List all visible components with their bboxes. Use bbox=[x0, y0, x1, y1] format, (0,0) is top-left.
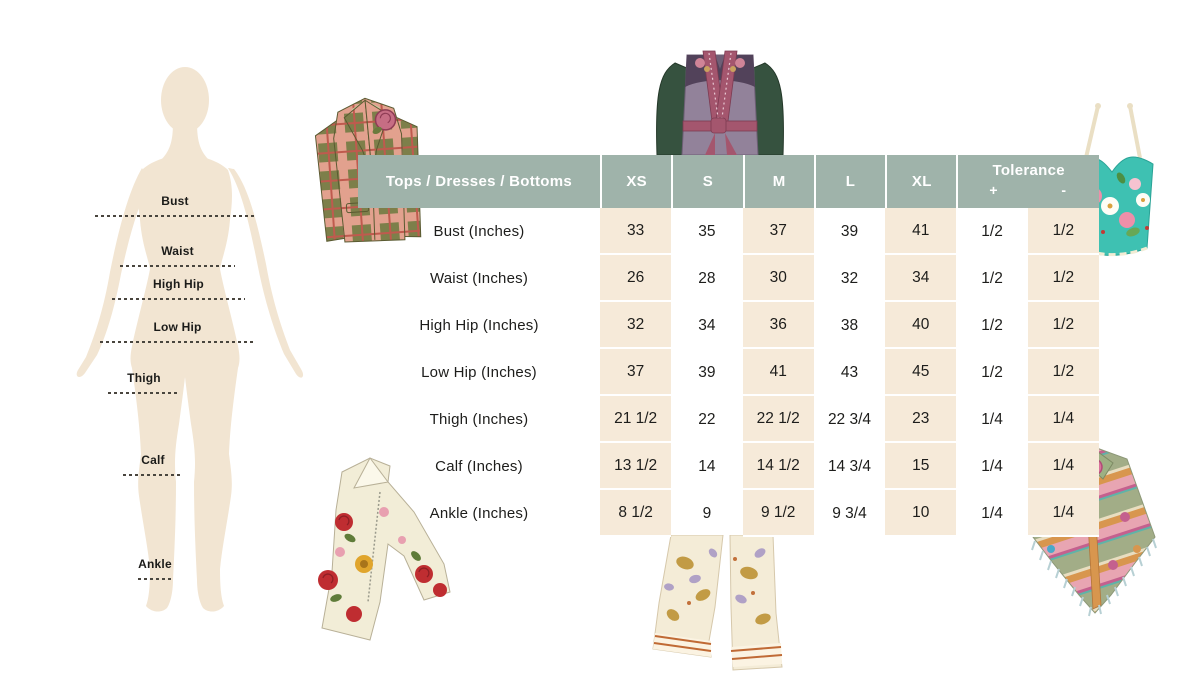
cell-waist-s: 28 bbox=[698, 269, 716, 287]
col-header-tolerance bbox=[956, 155, 1099, 208]
cell-thigh-xl: 23 bbox=[885, 396, 956, 443]
cell-low-hip-s: 39 bbox=[698, 363, 716, 381]
cell-high-hip-m: 36 bbox=[743, 302, 814, 349]
col-header-xl: XL bbox=[885, 155, 956, 208]
cell-high-hip-xs: 32 bbox=[600, 302, 671, 349]
measure-dashed-line bbox=[100, 341, 255, 343]
cell-high-hip-tol-minus: 1/2 bbox=[1028, 302, 1099, 349]
cell-bust-tol-plus: 1/2 bbox=[981, 222, 1003, 240]
measure-dashed-line bbox=[95, 215, 255, 217]
measure-label-thigh: Thigh bbox=[127, 371, 161, 385]
cell-bust-s: 35 bbox=[698, 222, 716, 240]
cell-waist-tol-plus: 1/2 bbox=[981, 269, 1003, 287]
size-table bbox=[358, 155, 1099, 537]
cell-thigh-l: 22 3/4 bbox=[827, 410, 872, 428]
row-label-high-hip: High Hip (Inches) bbox=[419, 317, 539, 334]
row-label-waist: Waist (Inches) bbox=[429, 270, 529, 287]
cell-bust-xs: 33 bbox=[600, 208, 671, 255]
measure-dashed-line bbox=[138, 578, 172, 580]
cell-ankle-m: 9 1/2 bbox=[743, 490, 814, 537]
cell-high-hip-xl: 40 bbox=[885, 302, 956, 349]
row-label-ankle: Ankle (Inches) bbox=[429, 505, 529, 522]
cell-waist-l: 32 bbox=[840, 269, 859, 287]
measure-label-ankle: Ankle bbox=[138, 557, 172, 571]
cell-low-hip-m: 41 bbox=[743, 349, 814, 396]
tolerance-title: Tolerance bbox=[992, 162, 1065, 179]
cell-high-hip-l: 38 bbox=[840, 316, 859, 334]
cell-ankle-xs: 8 1/2 bbox=[600, 490, 671, 537]
tolerance-plus: + bbox=[989, 182, 998, 198]
measure-low-hip bbox=[100, 320, 255, 343]
row-label-low-hip: Low Hip (Inches) bbox=[421, 364, 537, 381]
col-header-l: L bbox=[814, 155, 885, 208]
cell-thigh-tol-minus: 1/4 bbox=[1028, 396, 1099, 443]
cell-low-hip-tol-plus: 1/2 bbox=[981, 363, 1003, 381]
measure-label-high-hip: High Hip bbox=[153, 277, 204, 291]
cell-low-hip-l: 43 bbox=[840, 363, 859, 381]
measure-waist bbox=[120, 244, 235, 267]
measure-bust bbox=[95, 194, 255, 217]
cell-low-hip-xs: 37 bbox=[600, 349, 671, 396]
cell-waist-m: 30 bbox=[743, 255, 814, 302]
cell-bust-xl: 41 bbox=[885, 208, 956, 255]
row-label-calf: Calf (Inches) bbox=[435, 458, 523, 475]
cell-waist-xl: 34 bbox=[885, 255, 956, 302]
cell-calf-xs: 13 1/2 bbox=[600, 443, 671, 490]
cell-low-hip-xl: 45 bbox=[885, 349, 956, 396]
cell-waist-tol-minus: 1/2 bbox=[1028, 255, 1099, 302]
measure-calf bbox=[123, 453, 183, 476]
cell-calf-tol-plus: 1/4 bbox=[981, 457, 1003, 475]
cell-ankle-s: 9 bbox=[702, 504, 712, 522]
floral-pants-icon bbox=[645, 535, 795, 673]
measure-thigh bbox=[108, 371, 180, 394]
cell-calf-xl: 15 bbox=[885, 443, 956, 490]
measure-high-hip bbox=[112, 277, 245, 300]
cell-waist-xs: 26 bbox=[600, 255, 671, 302]
measure-dashed-line bbox=[112, 298, 245, 300]
cell-bust-l: 39 bbox=[840, 222, 859, 240]
tolerance-minus: - bbox=[1061, 182, 1067, 198]
cell-ankle-xl: 10 bbox=[885, 490, 956, 537]
measure-dashed-line bbox=[108, 392, 180, 394]
cell-calf-tol-minus: 1/4 bbox=[1028, 443, 1099, 490]
measure-dashed-line bbox=[120, 265, 235, 267]
cell-ankle-l: 9 3/4 bbox=[832, 504, 867, 522]
measure-label-bust: Bust bbox=[161, 194, 189, 208]
cell-low-hip-tol-minus: 1/2 bbox=[1028, 349, 1099, 396]
tolerance-signs bbox=[958, 182, 1099, 198]
cell-bust-m: 37 bbox=[743, 208, 814, 255]
col-header-s: S bbox=[671, 155, 742, 208]
measure-ankle bbox=[138, 557, 172, 580]
cell-high-hip-s: 34 bbox=[698, 316, 716, 334]
measure-label-waist: Waist bbox=[161, 244, 194, 258]
row-label-thigh: Thigh (Inches) bbox=[429, 411, 529, 428]
table-header-label: Tops / Dresses / Bottoms bbox=[358, 155, 600, 208]
measure-label-calf: Calf bbox=[141, 453, 165, 467]
col-header-xs: XS bbox=[600, 155, 671, 208]
measure-label-low-hip: Low Hip bbox=[153, 320, 202, 334]
cell-thigh-s: 22 bbox=[698, 410, 716, 428]
cell-thigh-tol-plus: 1/4 bbox=[981, 410, 1003, 428]
cell-calf-s: 14 bbox=[698, 457, 716, 475]
cell-ankle-tol-plus: 1/4 bbox=[981, 504, 1003, 522]
cell-calf-m: 14 1/2 bbox=[743, 443, 814, 490]
cell-calf-l: 14 3/4 bbox=[827, 457, 872, 475]
cell-thigh-m: 22 1/2 bbox=[743, 396, 814, 443]
measure-dashed-line bbox=[123, 474, 183, 476]
cell-high-hip-tol-plus: 1/2 bbox=[981, 316, 1003, 334]
row-label-bust: Bust (Inches) bbox=[433, 223, 525, 240]
female-body-silhouette bbox=[60, 62, 330, 642]
cell-thigh-xs: 21 1/2 bbox=[600, 396, 671, 443]
kimono-robe-icon bbox=[645, 25, 795, 157]
cell-bust-tol-minus: 1/2 bbox=[1028, 208, 1099, 255]
col-header-m: M bbox=[743, 155, 814, 208]
cell-ankle-tol-minus: 1/4 bbox=[1028, 490, 1099, 537]
